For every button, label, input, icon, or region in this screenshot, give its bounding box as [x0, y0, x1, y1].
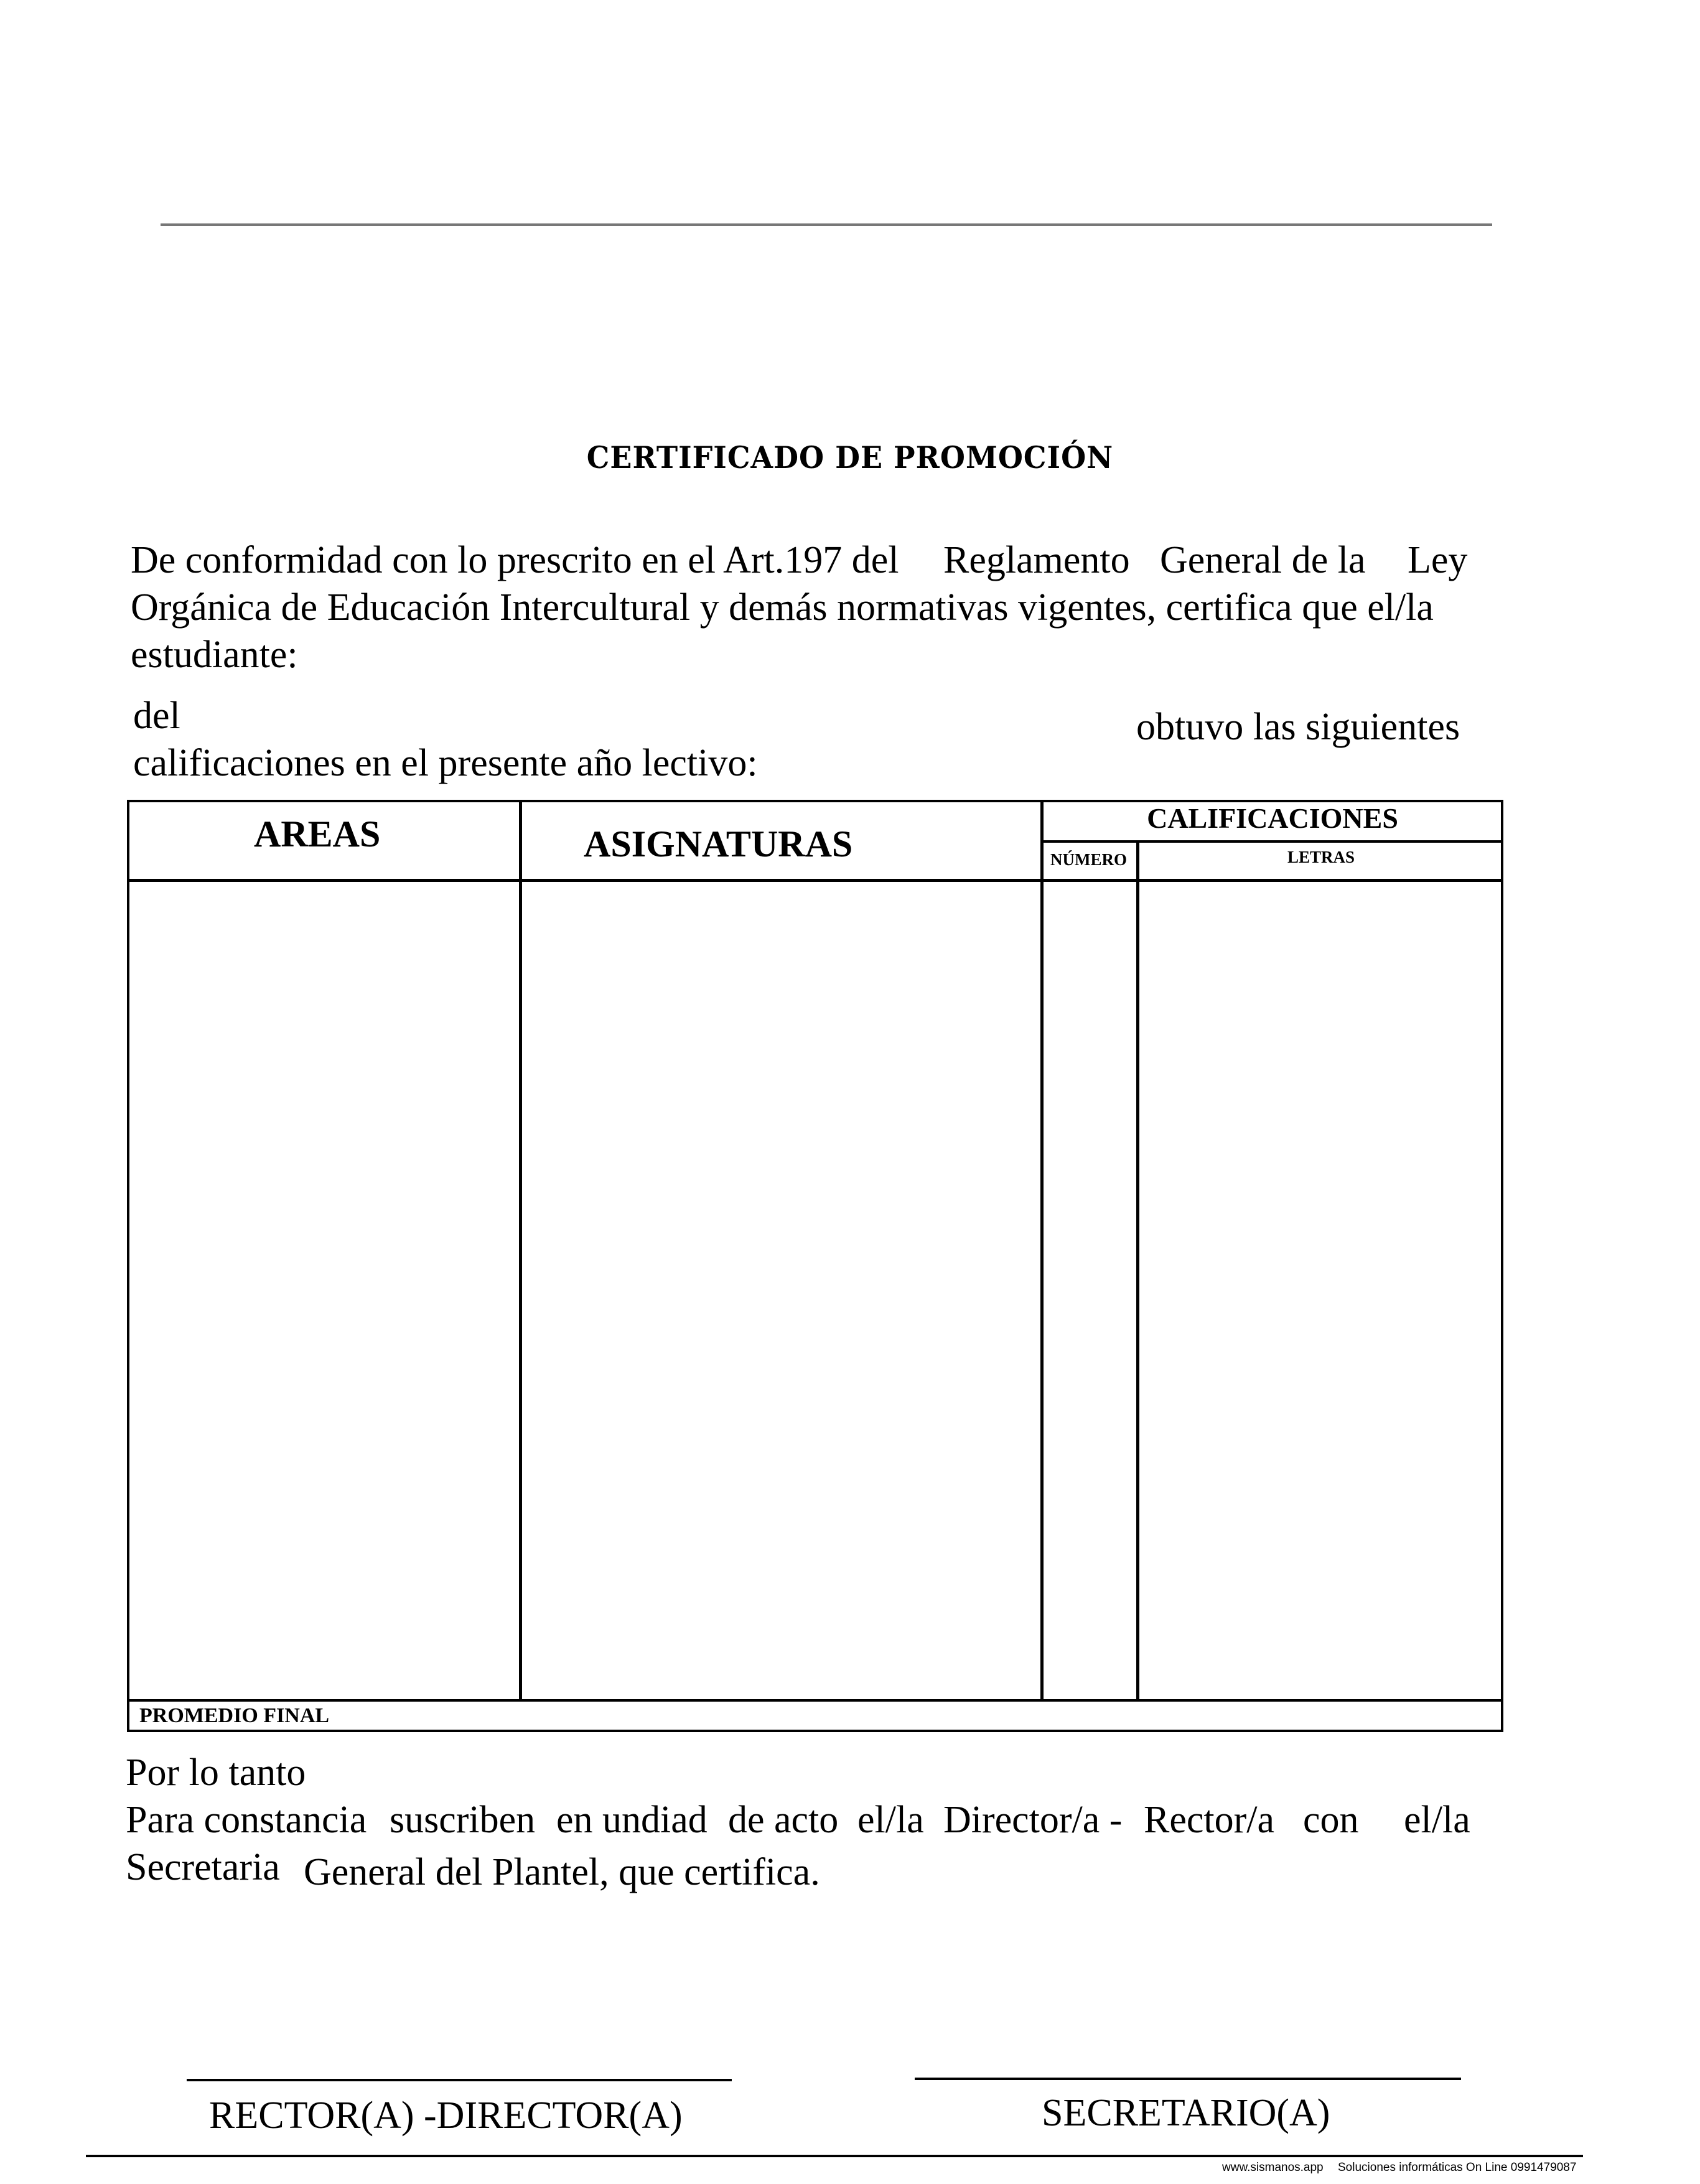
grades-table — [127, 800, 1503, 1732]
intro-line-1-part-2: Reglamento — [943, 539, 1130, 581]
footer-credit: Soluciones informáticas On Line 0991479087 — [1338, 2161, 1577, 2174]
header-number: NÚMERO — [1050, 850, 1127, 869]
footer-website: www.sismanos.app — [1222, 2161, 1324, 2174]
header-areas: AREAS — [254, 813, 381, 855]
closing-line-2-part-9: el/la — [1404, 1799, 1470, 1841]
closing-line-3-part-2: General del Plantel, que certifica. — [304, 1851, 820, 1893]
closing-line-2-part-1: Para constancia — [126, 1799, 367, 1841]
del-label: del — [133, 695, 180, 737]
closing-line-2-part-7: Rector/a — [1144, 1799, 1275, 1841]
top-divider — [161, 223, 1492, 226]
closing-line-2-part-6: Director/a - — [943, 1799, 1123, 1841]
areas-column-divider — [519, 800, 522, 1700]
intro-line-1-part-4: Ley — [1408, 539, 1468, 581]
intro-line-2: Orgánica de Educación Intercultural y demás normativas vigentes, certifica que el/la — [131, 586, 1434, 629]
closing-line-3-part-1: Secretaria — [126, 1846, 280, 1888]
rector-signature-line — [187, 2079, 732, 2081]
final-average-label: PROMEDIO FINAL — [139, 1704, 330, 1727]
number-column-divider — [1136, 841, 1139, 1700]
closing-line-2-part-4: de acto — [728, 1799, 839, 1841]
closing-line-2-part-5: el/la — [857, 1799, 924, 1841]
final-average-divider — [127, 1699, 1503, 1702]
document-title: CERTIFICADO DE PROMOCIÓN — [586, 439, 1114, 476]
bottom-divider — [86, 2155, 1583, 2157]
grades-subheader-divider — [1042, 840, 1503, 843]
secretary-signature-line — [915, 2078, 1461, 2080]
subjects-column-divider — [1040, 800, 1044, 1700]
closing-line-2-part-3: en undiad — [556, 1799, 708, 1841]
closing-line-2-part-8: con — [1303, 1799, 1359, 1841]
closing-line-2-part-2: suscriben — [390, 1799, 536, 1841]
intro-line-3: estudiante: — [131, 634, 298, 676]
secretary-signature-label: SECRETARIO(A) — [1042, 2092, 1330, 2134]
grades-intro: calificaciones en el presente año lectivo: — [133, 742, 758, 784]
intro-line-1-part-1: De conformidad con lo prescrito en el Art.197 del — [131, 539, 899, 581]
rector-signature-label: RECTOR(A) -DIRECTOR(A) — [209, 2094, 683, 2137]
intro-line-1-part-3: General de la — [1160, 539, 1366, 581]
header-letters: LETRAS — [1287, 848, 1355, 866]
obtained-label: obtuvo las siguientes — [1136, 706, 1460, 748]
header-grades: CALIFICACIONES — [1147, 802, 1398, 834]
closing-line-1: Por lo tanto — [126, 1751, 306, 1794]
header-subjects: ASIGNATURAS — [584, 823, 853, 865]
table-header-divider — [127, 879, 1503, 882]
